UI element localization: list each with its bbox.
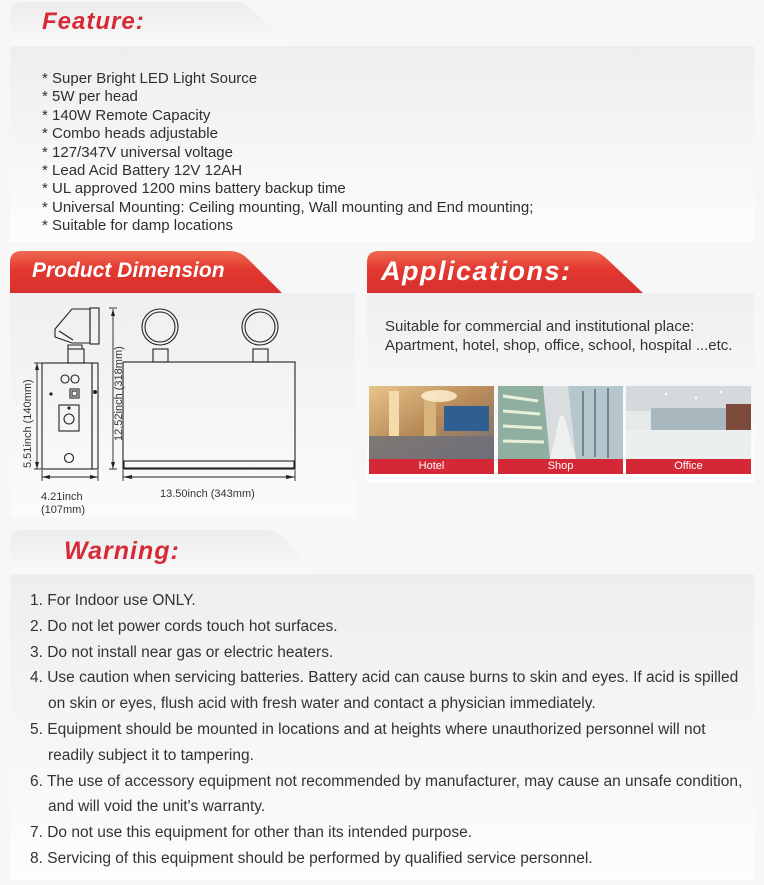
feature-item: * Suitable for damp locations	[42, 217, 233, 235]
feature-item: * Universal Mounting: Ceiling mounting, Wall mounting and End mounting;	[42, 198, 534, 216]
side-body	[42, 363, 98, 469]
shop-image	[498, 386, 623, 459]
hotel-image	[369, 386, 494, 459]
front-body	[123, 362, 295, 469]
warning-item: 1. For Indoor use ONLY.	[30, 592, 196, 609]
warning-header	[10, 530, 310, 576]
side-head-lamp	[55, 308, 99, 363]
width-label: 13.50inch (343mm)	[160, 488, 255, 500]
office-label: Office	[626, 459, 751, 474]
feature-item: * 5W per head	[42, 88, 138, 106]
office-image	[626, 386, 751, 459]
shop-label: Shop	[498, 459, 623, 474]
front-head-lamps	[142, 309, 278, 362]
warning-item: 8. Servicing of this equipment should be performed by qualified service personnel.	[30, 849, 593, 867]
height-label: 5.51inch (140mm)	[22, 379, 34, 468]
applications-description: Suitable for commercial and institutional place: Apartment, hotel, shop, office, school, hospital ...etc.	[385, 318, 733, 354]
product-dimension-header	[10, 250, 285, 296]
feature-item: * 140W Remote Capacity	[42, 106, 211, 124]
warning-item: 6. The use of accessory equipment not recommended by manufacturer, may cause an unsafe condition, and will void the unit's warranty.	[30, 772, 743, 816]
warning-item: 2. Do not let power cords touch hot surfaces.	[30, 617, 338, 635]
warning-item: 4. Use caution when servicing batteries. Battery acid can cause burns to skin and eyes. If acid is spilled on skin or eyes, flush acid with fresh water and contact a physician immediately.	[30, 669, 739, 713]
product-dimension-title: Product Dimension	[32, 259, 225, 282]
warning-item: 7. Do not use this equipment for other than its intended purpose.	[30, 824, 473, 842]
warning-item: 3. Do not install near gas or electric heaters.	[30, 643, 334, 661]
dimension-drawing	[10, 293, 355, 518]
warning-panel	[10, 574, 754, 880]
warning-item: 5. Equipment should be mounted in locations and at heights where unauthorized personnel will not readily subject it to tampering.	[30, 720, 706, 764]
dimension-panel	[10, 293, 355, 518]
applications-title: Applications:	[381, 256, 572, 286]
feature-panel	[10, 46, 754, 242]
applications-header	[367, 250, 647, 296]
dimension-lines	[34, 308, 295, 481]
feature-item: * Lead Acid Battery 12V 12AH	[42, 162, 243, 180]
application-card-hotel	[369, 386, 494, 474]
application-card-office	[626, 386, 751, 474]
feature-list	[42, 70, 533, 236]
depth-label-line2: (107mm)	[41, 504, 86, 516]
warning-list	[30, 588, 755, 872]
applications-panel	[367, 293, 754, 483]
feature-item: * UL approved 1200 mins battery backup time	[42, 180, 346, 198]
feature-item: * Combo heads adjustable	[42, 125, 218, 143]
feature-item: * Super Bright LED Light Source	[42, 70, 258, 87]
warning-title: Warning:	[64, 537, 180, 565]
feature-header	[10, 2, 290, 48]
total-height-label: 12.52inch (318mm)	[113, 346, 125, 441]
feature-title: Feature:	[42, 8, 145, 35]
depth-label-line1: 4.21inch	[41, 491, 83, 503]
application-card-shop	[498, 386, 623, 474]
hotel-label: Hotel	[369, 459, 494, 474]
feature-item: * 127/347V universal voltage	[42, 143, 233, 161]
